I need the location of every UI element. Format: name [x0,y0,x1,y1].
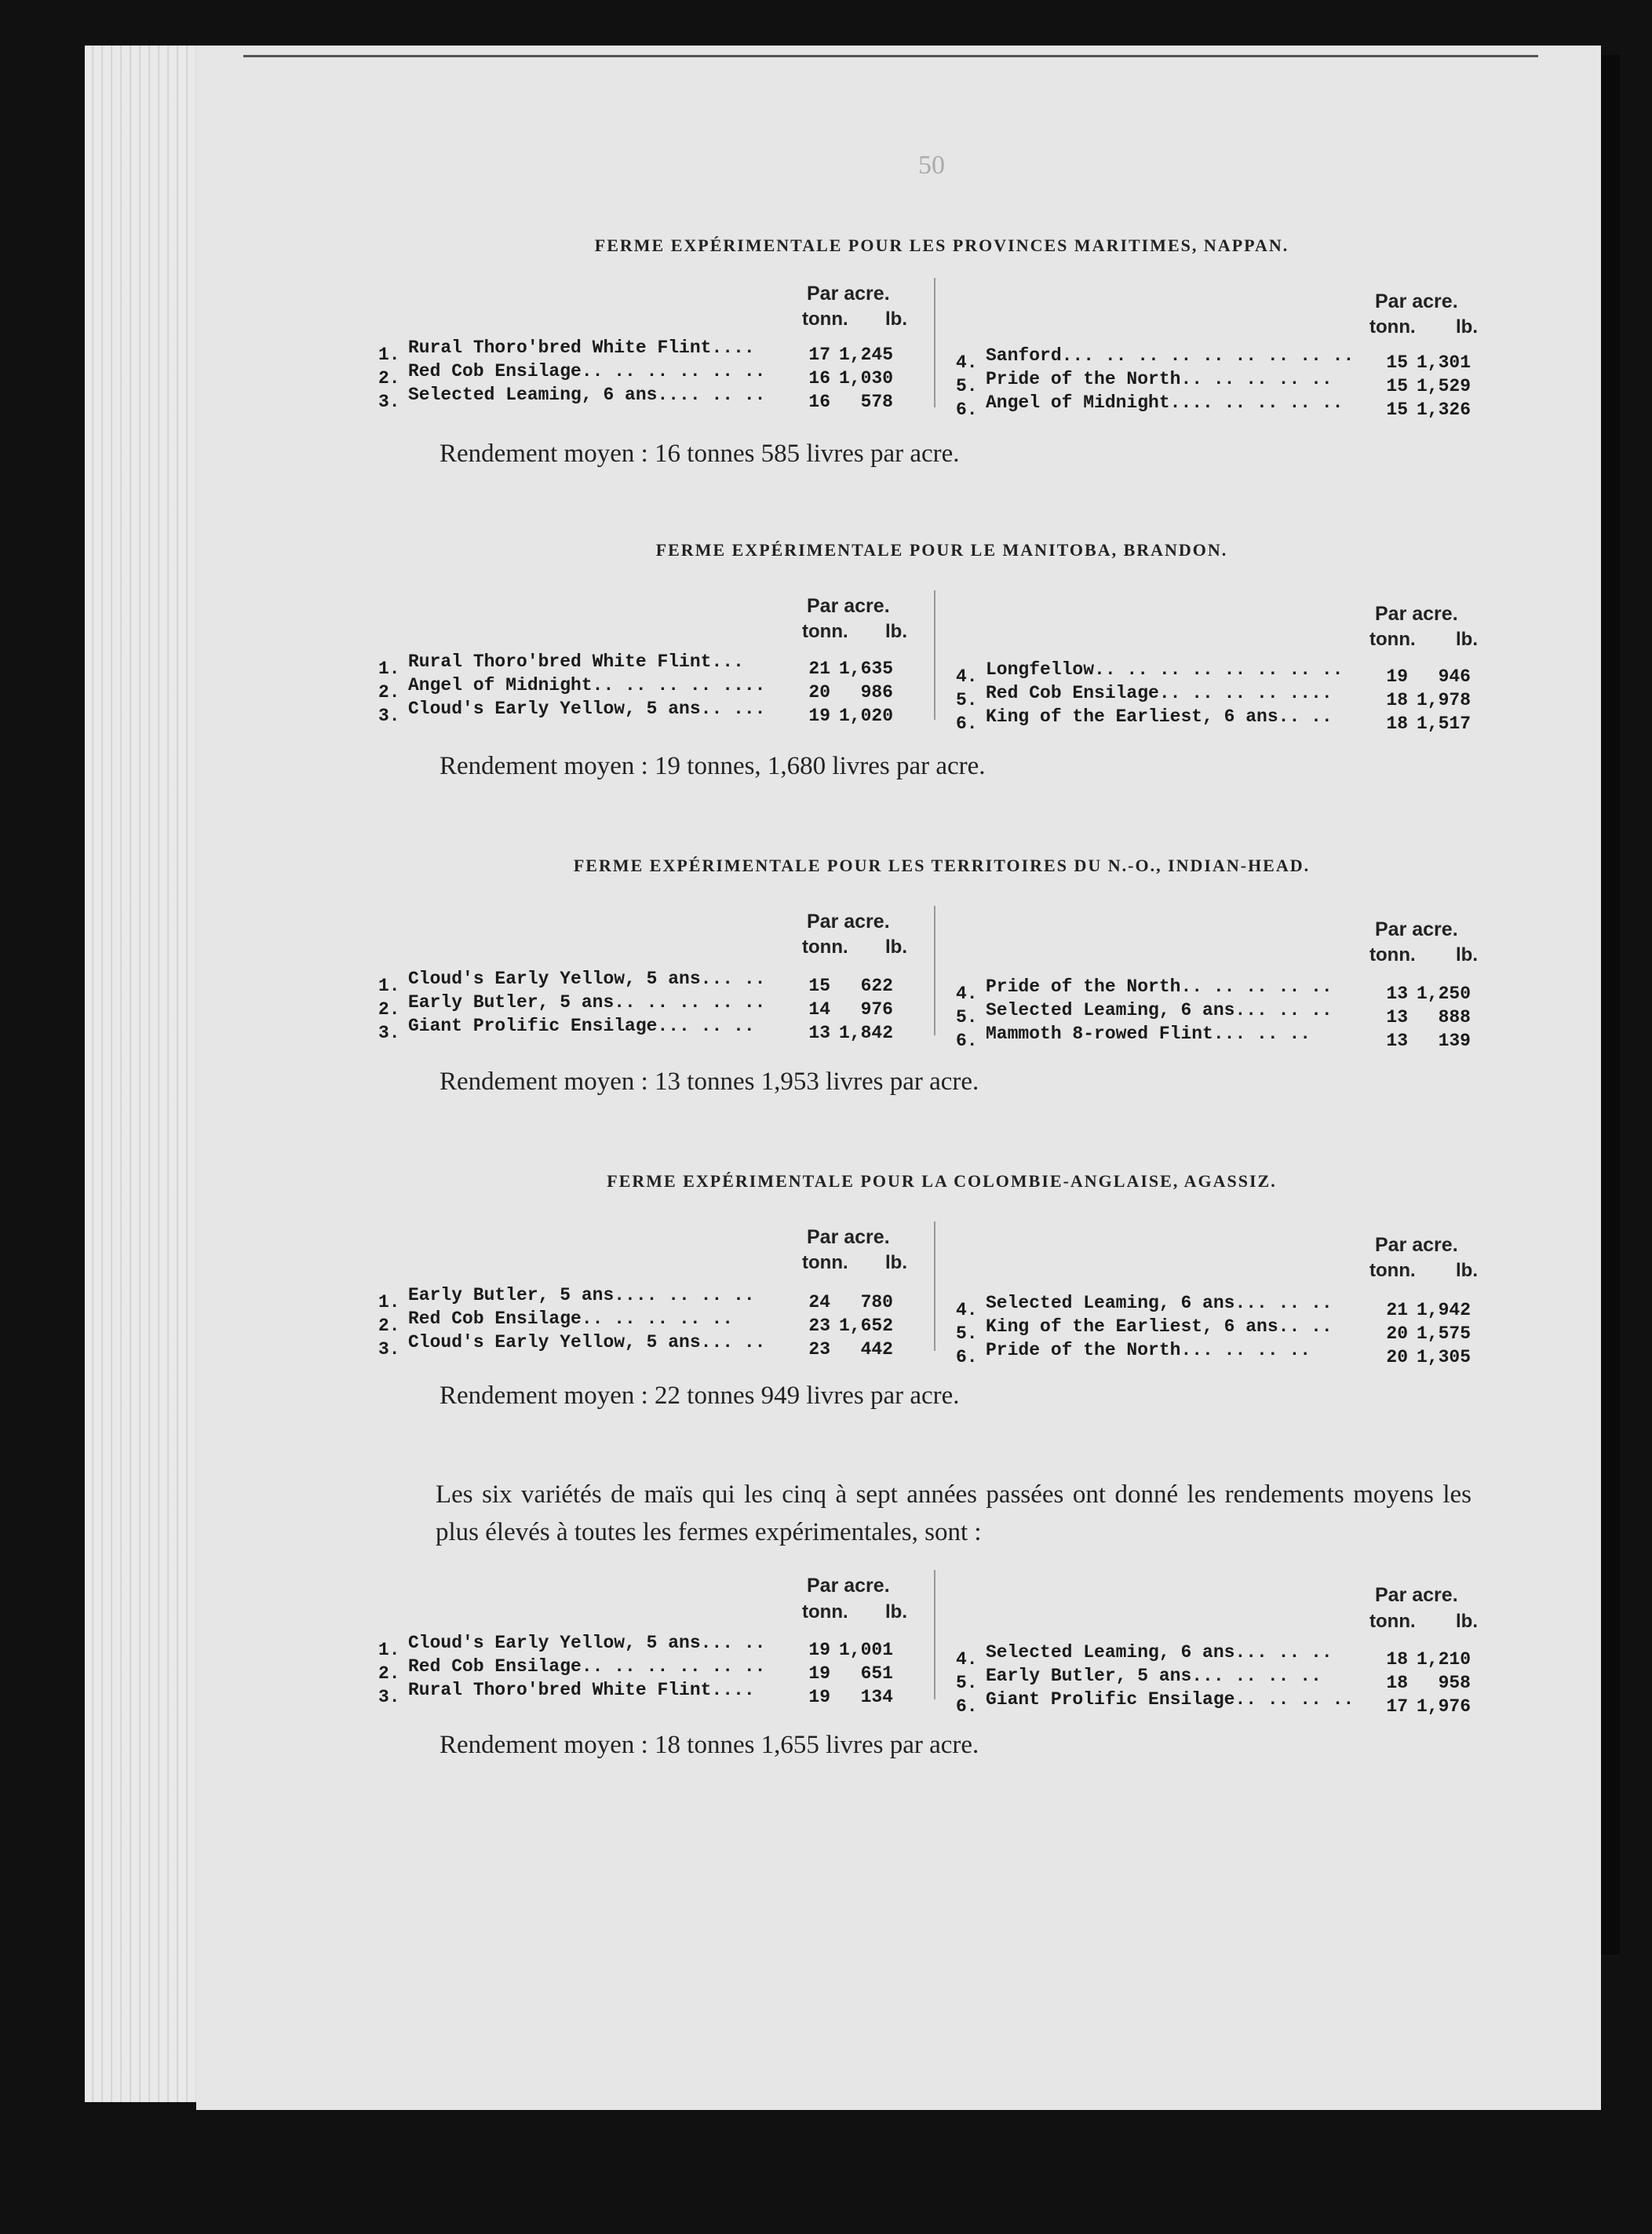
variety-name: Pride of the North... .. .. .. [986,1340,1311,1360]
item-number: 3. [378,392,400,412]
table-row [956,998,1471,1028]
tonnes-value: 16 [808,392,830,412]
col-header-par-acre: Par acre. [1375,603,1458,625]
col-header-lb: lb. [1456,629,1478,650]
item-number: 1. [378,345,400,365]
tonnes-value: 16 [808,368,830,389]
tonnes-value: 15 [1386,352,1408,373]
variety-name: Red Cob Ensilage.. .. .. .. .. .. [408,361,766,381]
col-header-lb: lb. [1456,1611,1478,1632]
tonnes-value: 19 [808,1640,830,1660]
tonnes-value: 19 [1386,666,1408,687]
pounds-value: 1,250 [1416,984,1471,1004]
col-header-tonn: tonn. [1369,1260,1416,1281]
pounds-value: 780 [860,1292,893,1312]
tonnes-value: 23 [808,1316,830,1336]
tonnes-value: 13 [1386,984,1408,1004]
variety-name: Longfellow.. .. .. .. .. .. .. .. [986,659,1344,680]
col-header-lb: lb. [885,308,907,330]
col-header-par-acre: Par acre. [1375,1584,1458,1606]
pounds-value: 1,529 [1416,376,1471,396]
table-row [956,344,1471,373]
item-number: 5. [956,376,978,396]
variety-name: Sanford... .. .. .. .. .. .. .. .. [986,345,1355,366]
col-header-lb: lb. [1456,1260,1478,1281]
pounds-value: 578 [860,392,893,412]
col-header-par-acre: Par acre. [807,1226,890,1248]
col-header-par-acre: Par acre. [1375,290,1458,312]
tonnes-value: 24 [808,1292,830,1312]
pounds-value: 986 [860,682,893,703]
table-row [956,1641,1471,1670]
col-header-lb: lb. [885,621,907,642]
col-header-tonn: tonn. [1369,629,1416,650]
col-header-tonn: tonn. [1369,1611,1416,1632]
pounds-value: 1,210 [1416,1649,1471,1670]
table-row [956,975,1471,1004]
col-header-lb: lb. [1456,316,1478,338]
table-row [956,1688,1471,1717]
item-number: 6. [956,1696,978,1717]
tonnes-value: 18 [1386,714,1408,734]
pounds-value: 1,020 [838,706,893,726]
table-row [378,673,893,703]
average-yield: Rendement moyen : 19 tonnes, 1,680 livres par acre. [439,752,986,780]
table-row [956,705,1471,734]
pounds-value: 1,942 [1416,1300,1471,1320]
variety-name: Red Cob Ensilage.. .. .. .. .. .. [408,1656,766,1677]
variety-name: Rural Thoro'bred White Flint.... [408,1680,755,1700]
item-number: 5. [956,1673,978,1693]
pounds-value: 1,976 [1416,1696,1471,1717]
item-number: 2. [378,1316,400,1336]
section-title: FERME EXPÉRIMENTALE POUR LE MANITOBA, BRANDON. [655,540,1228,560]
col-header-par-acre: Par acre. [807,1575,890,1597]
tonnes-value: 21 [808,659,830,679]
variety-name: Red Cob Ensilage.. .. .. .. .... [986,683,1333,703]
item-number: 3. [378,1339,400,1360]
tonnes-value: 13 [1386,1007,1408,1028]
col-header-tonn: tonn. [802,308,848,330]
pounds-value: 1,001 [838,1640,893,1660]
tonnes-value: 18 [1386,690,1408,710]
tonnes-value: 13 [1386,1031,1408,1051]
col-header-lb: lb. [1456,944,1478,966]
column-divider [934,1221,935,1351]
pounds-value: 1,842 [838,1023,893,1043]
item-number: 3. [378,1687,400,1707]
table-row [956,1022,1471,1051]
table-row [378,1678,893,1707]
average-yield: Rendement moyen : 22 tonnes 949 livres par acre. [439,1382,960,1410]
variety-name: Early Butler, 5 ans... .. .. .. [986,1666,1322,1686]
col-header-par-acre: Par acre. [1375,918,1458,940]
col-header-tonn: tonn. [802,621,848,642]
table-row [956,1664,1471,1693]
table-row [956,1315,1471,1344]
tonnes-value: 20 [1386,1347,1408,1367]
section-title: FERME EXPÉRIMENTALE POUR LES PROVINCES MARITIMES, NAPPAN. [594,235,1289,255]
average-yield: Rendement moyen : 13 tonnes 1,953 livres par acre. [439,1068,979,1096]
table-row [378,336,893,365]
item-number: 6. [956,1347,978,1367]
item-number: 5. [956,690,978,710]
tonnes-value: 19 [808,706,830,726]
pounds-value: 1,652 [838,1316,893,1336]
table-row [378,1307,893,1336]
variety-name: Rural Thoro'bred White Flint.... [408,338,755,358]
summary-paragraph: Les six variétés de maïs qui les cinq à sept années passées ont donné les rendements moyens les plus élevés à toutes les fermes expérimentales, sont : [436,1480,1471,1546]
variety-name: Cloud's Early Yellow, 5 ans... .. [408,1332,766,1352]
pounds-value: 442 [860,1339,893,1360]
table-row [956,1338,1471,1367]
col-header-tonn: tonn. [802,1601,848,1623]
item-number: 1. [378,1640,400,1660]
average-yield: Rendement moyen : 16 tonnes 585 livres par acre. [439,440,960,468]
variety-name: King of the Earliest, 6 ans.. .. [986,706,1333,727]
table-row [378,1631,893,1660]
average-yield: Rendement moyen : 18 tonnes 1,655 livres par acre. [439,1731,979,1759]
pounds-value: 134 [860,1687,893,1707]
binding-shadow [1601,55,1620,1955]
col-header-lb: lb. [885,936,907,958]
tonnes-value: 18 [1386,1649,1408,1670]
column-divider [934,590,935,720]
tonnes-value: 19 [808,1687,830,1707]
item-number: 1. [378,1292,400,1312]
item-number: 1. [378,976,400,996]
table-row [956,1291,1471,1320]
table-row [956,681,1471,710]
pounds-value: 1,301 [1416,352,1471,373]
item-number: 2. [378,1663,400,1684]
pounds-value: 1,517 [1416,714,1471,734]
col-header-lb: lb. [885,1601,907,1623]
variety-name: Rural Thoro'bred White Flint... [408,652,744,672]
col-header-lb: lb. [885,1252,907,1273]
table-row [378,1014,893,1043]
pounds-value: 1,030 [838,368,893,389]
pounds-value: 976 [860,999,893,1020]
pounds-value: 139 [1438,1031,1471,1051]
column-divider [934,1570,935,1699]
tonnes-value: 20 [808,682,830,703]
tonnes-value: 14 [808,999,830,1020]
col-header-tonn: tonn. [1369,944,1416,966]
table-row [956,367,1471,396]
item-number: 2. [378,999,400,1020]
tonnes-value: 17 [1386,1696,1408,1717]
col-header-tonn: tonn. [1369,316,1416,338]
variety-name: Giant Prolific Ensilage... .. .. [408,1016,755,1036]
item-number: 2. [378,682,400,703]
variety-name: Cloud's Early Yellow, 5 ans.. ... [408,699,766,719]
column-divider [934,278,935,407]
item-number: 4. [956,1649,978,1670]
tonnes-value: 17 [808,345,830,365]
variety-name: Pride of the North.. .. .. .. .. [986,976,1333,997]
top-rule [243,55,1538,57]
item-number: 4. [956,984,978,1004]
item-number: 3. [378,1023,400,1043]
tonnes-value: 18 [1386,1673,1408,1693]
tonnes-value: 20 [1386,1323,1408,1344]
pounds-value: 1,575 [1416,1323,1471,1344]
table-row [378,697,893,726]
item-number: 5. [956,1007,978,1028]
table-row [378,967,893,996]
variety-name: Selected Leaming, 6 ans... .. .. [986,1000,1333,1020]
pounds-value: 1,245 [838,345,893,365]
item-number: 4. [956,1300,978,1320]
page-number: 50 [918,151,945,180]
tonnes-value: 15 [1386,376,1408,396]
tonnes-value: 21 [1386,1300,1408,1320]
variety-name: Mammoth 8-rowed Flint... .. .. [986,1024,1311,1044]
pounds-value: 1,326 [1416,400,1471,420]
variety-name: Selected Leaming, 6 ans... .. .. [986,1642,1333,1663]
variety-name: Selected Leaming, 6 ans.... .. .. [408,385,766,405]
table-row [378,1283,893,1312]
col-header-par-acre: Par acre. [1375,1234,1458,1256]
variety-name: Selected Leaming, 6 ans... .. .. [986,1293,1333,1313]
col-header-par-acre: Par acre. [807,911,890,933]
table-row [378,383,893,412]
section-title: FERME EXPÉRIMENTALE POUR LA COLOMBIE-ANGLAISE, AGASSIZ. [607,1171,1277,1191]
col-header-par-acre: Par acre. [807,283,890,305]
variety-name: Angel of Midnight.. .. .. .. .... [408,675,766,695]
item-number: 6. [956,714,978,734]
item-number: 3. [378,706,400,726]
tonnes-value: 13 [808,1023,830,1043]
item-number: 4. [956,352,978,373]
table-row [378,1655,893,1684]
pounds-value: 622 [860,976,893,996]
col-header-par-acre: Par acre. [807,595,890,617]
variety-name: Pride of the North.. .. .. .. .. [986,369,1333,389]
tonnes-value: 19 [808,1663,830,1684]
col-header-tonn: tonn. [802,936,848,958]
pounds-value: 651 [860,1663,893,1684]
pounds-value: 888 [1438,1007,1471,1028]
section-title: FERME EXPÉRIMENTALE POUR LES TERRITOIRES DU N.-O., INDIAN-HEAD. [573,856,1311,875]
item-number: 6. [956,1031,978,1051]
variety-name: Red Cob Ensilage.. .. .. .. .. [408,1309,734,1329]
variety-name: Early Butler, 5 ans.. .. .. .. .. [408,992,766,1013]
variety-name: Cloud's Early Yellow, 5 ans... .. [408,1633,766,1653]
item-number: 6. [956,400,978,420]
table-row [378,360,893,389]
tonnes-value: 15 [1386,400,1408,420]
pounds-value: 946 [1438,666,1471,687]
col-header-tonn: tonn. [802,1252,848,1273]
item-number: 4. [956,666,978,687]
pounds-value: 1,635 [838,659,893,679]
pounds-value: 1,305 [1416,1347,1471,1367]
tonnes-value: 15 [808,976,830,996]
table-row [378,650,893,679]
tonnes-value: 23 [808,1339,830,1360]
variety-name: Angel of Midnight.... .. .. .. .. [986,392,1344,413]
item-number: 1. [378,659,400,679]
pounds-value: 1,978 [1416,690,1471,710]
variety-name: Giant Prolific Ensilage.. .. .. .. [986,1689,1355,1710]
column-divider [934,906,935,1035]
table-row [956,658,1471,687]
variety-name: Cloud's Early Yellow, 5 ans... .. [408,969,766,989]
variety-name: King of the Earliest, 6 ans.. .. [986,1316,1333,1337]
table-row [956,391,1471,420]
variety-name: Early Butler, 5 ans.... .. .. .. [408,1285,755,1305]
pounds-value: 958 [1438,1673,1471,1693]
table-row [378,991,893,1020]
item-number: 5. [956,1323,978,1344]
table-row [378,1331,893,1360]
item-number: 2. [378,368,400,389]
